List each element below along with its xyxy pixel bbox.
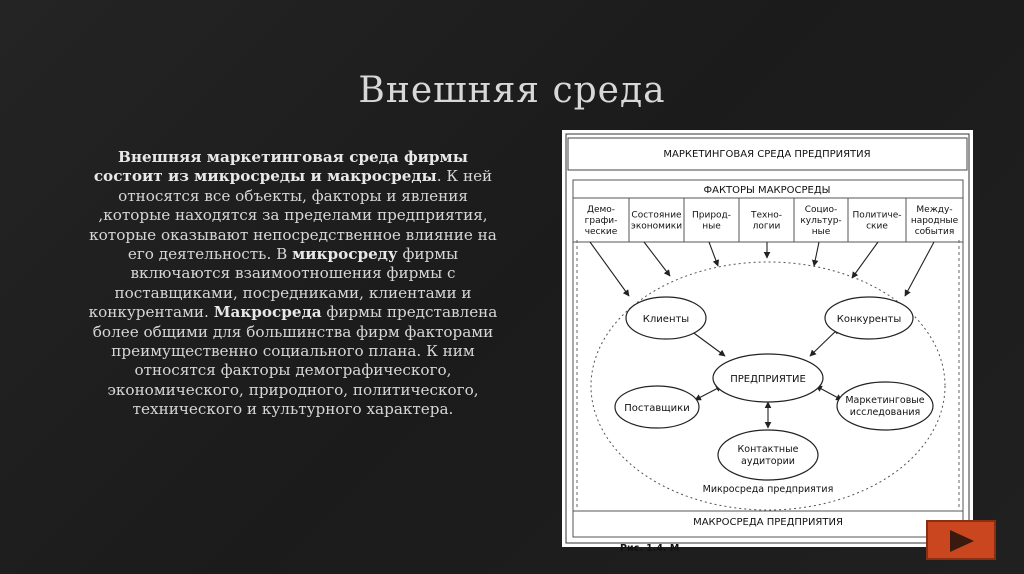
marketing-environment-diagram bbox=[562, 130, 973, 554]
factor-label: Социо- bbox=[804, 205, 838, 215]
factor-box-demographic bbox=[573, 198, 629, 242]
slide-body-text bbox=[88, 148, 498, 420]
factor-label: графи- bbox=[584, 216, 618, 226]
body-text-run: . К ней относятся все объекты, факторы и явления ,которые находятся за пределами предприятия, которые оказывают непосредственное влияние на его деятельность. В bbox=[89, 167, 497, 264]
factor-boxes bbox=[573, 198, 963, 242]
next-slide-button[interactable] bbox=[926, 520, 996, 560]
node-suppliers bbox=[615, 386, 699, 428]
factor-label: ные bbox=[702, 221, 721, 232]
factor-box-natural bbox=[684, 198, 739, 242]
slide-title: Внешняя среда bbox=[358, 70, 666, 111]
diagram-header: МАРКЕТИНГОВАЯ СРЕДА ПРЕДПРИЯТИЯ bbox=[663, 149, 871, 160]
factor-label: ские bbox=[866, 221, 888, 232]
factor-box-political bbox=[848, 198, 906, 242]
factor-label: Техно- bbox=[751, 210, 782, 221]
body-text-run: фирмы представлена более общими для большинства фирм факторами преимущественно социального плана. К ним относятся факторы демографического, экономического, природного, политического, технического и культурного характера. bbox=[92, 303, 498, 419]
factor-box-technology bbox=[739, 198, 794, 242]
node-marketing-research bbox=[837, 382, 933, 430]
factor-box-economy bbox=[629, 198, 684, 242]
factor-label: Природ- bbox=[691, 210, 732, 221]
factor-box-sociocultural bbox=[794, 198, 848, 242]
factor-label: Политиче- bbox=[852, 210, 902, 221]
factor-box-international bbox=[906, 198, 963, 242]
factor-label: ческие bbox=[584, 227, 618, 237]
play-arrow-icon bbox=[950, 530, 974, 552]
factor-label: Состояние bbox=[631, 210, 682, 221]
factor-label: события bbox=[914, 227, 955, 237]
node-clients bbox=[626, 297, 706, 339]
factor-label: Демо- bbox=[586, 205, 616, 215]
svg-text:Клиенты: Клиенты bbox=[642, 314, 690, 325]
node-competitors bbox=[825, 297, 913, 339]
micro-environment-label: Микросреда предприятия bbox=[702, 484, 834, 495]
svg-text:Поставщики: Поставщики bbox=[624, 403, 690, 414]
body-text-run: фирмы включаются взаимоотношения фирмы с поставщиками, посредниками, клиентами и конкурентами. bbox=[88, 245, 472, 322]
factor-label: Между- bbox=[916, 205, 953, 215]
svg-text:Контактные: Контактные bbox=[737, 444, 799, 455]
factor-label: логии bbox=[752, 221, 781, 232]
svg-text:Конкуренты: Конкуренты bbox=[836, 314, 902, 325]
svg-text:ПРЕДПРИЯТИЕ: ПРЕДПРИЯТИЕ bbox=[730, 374, 806, 385]
macro-factors-label: ФАКТОРЫ МАКРОСРЕДЫ bbox=[703, 185, 831, 196]
figure-caption: Рис. 1.4. М bbox=[620, 543, 680, 554]
svg-text:аудитории: аудитории bbox=[741, 456, 795, 467]
factor-label: ные bbox=[811, 227, 831, 237]
macro-environment-label: МАКРОСРЕДА ПРЕДПРИЯТИЯ bbox=[693, 517, 843, 528]
factor-label: народные bbox=[910, 216, 959, 226]
node-contact-audiences bbox=[718, 430, 818, 480]
body-text-run: Внешняя маркетинговая среда фирмы состоит из микросреды и макросреды bbox=[93, 148, 468, 186]
svg-text:Маркетинговые: Маркетинговые bbox=[845, 395, 925, 406]
svg-text:исследования: исследования bbox=[849, 407, 921, 418]
factor-label: экономики bbox=[630, 221, 683, 232]
body-text-run: Макросреда bbox=[213, 303, 322, 322]
node-enterprise bbox=[713, 354, 823, 402]
body-text-run: микросреду bbox=[292, 245, 398, 264]
factor-label: культур- bbox=[800, 216, 842, 226]
